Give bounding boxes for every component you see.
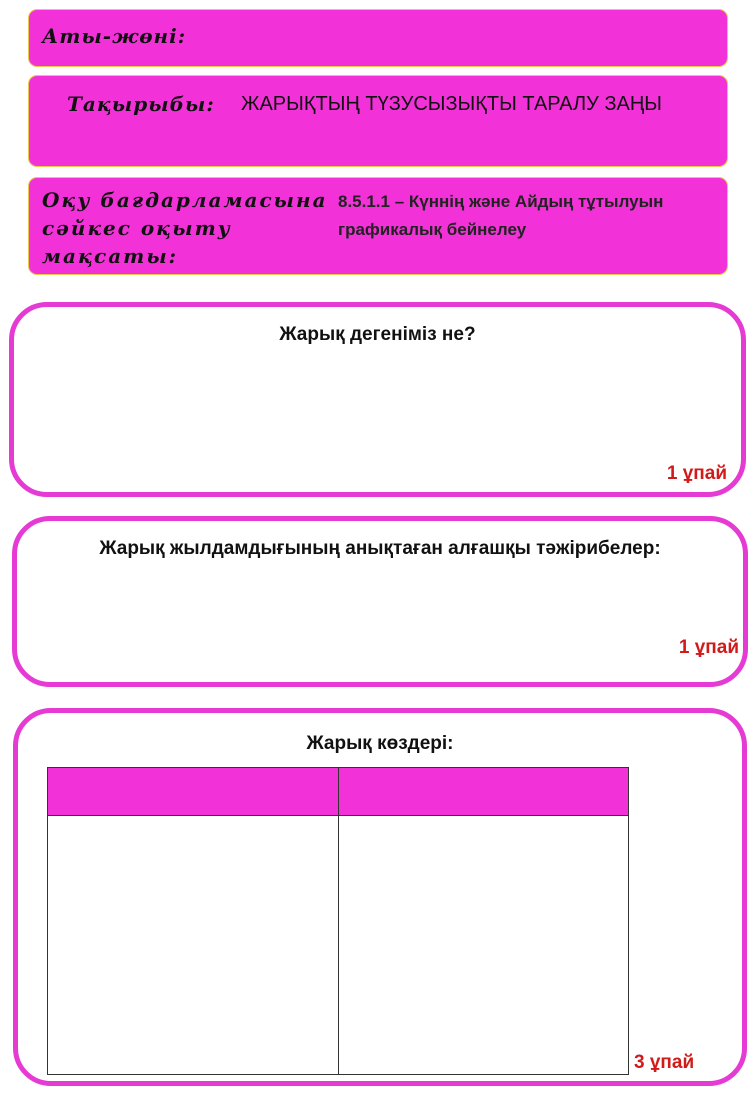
task-speed-of-light-experiments[interactable] bbox=[12, 516, 748, 687]
task-light-sources bbox=[13, 708, 747, 1086]
topic-label: Тақырыбы: bbox=[67, 92, 215, 116]
topic-box bbox=[28, 75, 728, 167]
objective-label: Оқу бағдарламасына сәйкес оқыту мақсаты: bbox=[42, 188, 328, 268]
task-question: Жарық жылдамдығының анықтаған алғашқы тәжірибелер: bbox=[99, 538, 661, 559]
task-question: Жарық дегеніміз не? bbox=[279, 324, 476, 345]
light-sources-table bbox=[47, 767, 629, 1075]
table-header-cell-2 bbox=[338, 768, 629, 816]
task-points: 1 ұпай bbox=[678, 637, 739, 658]
name-box bbox=[28, 9, 728, 67]
task-points: 3 ұпай bbox=[634, 1052, 695, 1073]
objective-value: 8.5.1.1 – Күннің және Айдың тұтылуын графикалық бейнелеу bbox=[338, 192, 664, 239]
topic-value: ЖАРЫҚТЫҢ ТҮЗУСЫЗЫҚТЫ ТАРАЛУ ЗАҢЫ bbox=[241, 93, 663, 115]
task-what-is-light[interactable] bbox=[9, 302, 746, 497]
table-answer-cell-2[interactable] bbox=[338, 816, 629, 1075]
name-label: Аты-жөні: bbox=[42, 24, 187, 48]
objective-box bbox=[28, 177, 728, 275]
table-header-cell-1 bbox=[48, 768, 339, 816]
table-answer-cell-1[interactable] bbox=[48, 816, 339, 1075]
task-question: Жарық көздері: bbox=[306, 733, 454, 754]
task-points: 1 ұпай bbox=[666, 463, 727, 484]
